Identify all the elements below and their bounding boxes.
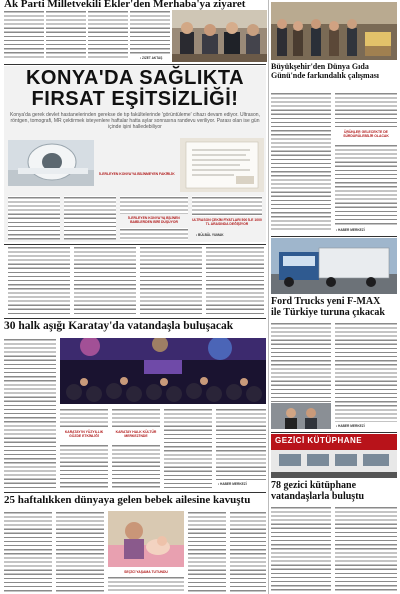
karatay-column-3 <box>112 408 160 428</box>
karatay-quote: KARATAY'IN YÜZYILLIK GÖZDE ETKİNLİĞİ <box>64 430 104 438</box>
baby-column-3 <box>108 576 184 592</box>
baby-caption: SEÇİCİ YAŞAMA TUTUNDU <box>124 570 168 574</box>
karatay-byline: ▪ HABER MERKEZİ <box>218 482 247 486</box>
feature-quote-1: İLERLEYEN KONYA'YA BİLİNEN BABİLERDEN BİRİ DÜŞÜYOR <box>128 216 180 224</box>
feature-lower-column-2 <box>74 246 136 316</box>
ford-column-1 <box>271 322 331 402</box>
feature-title-line1: KONYA'DA SAĞLIKTA <box>25 67 245 89</box>
top-photo-visit <box>172 10 267 62</box>
right-top-headline: Büyükşehir'den Dünya Gıda Günü'nde farkındalık çalışması <box>271 62 380 80</box>
karatay-column-2 <box>60 408 108 428</box>
ford-headline-line2: ile Türkiye turuna çıkacak <box>271 307 385 318</box>
ford-column-2 <box>335 322 397 422</box>
right-top-column-2b <box>335 144 397 226</box>
feature-column-2 <box>64 196 116 240</box>
right-top-byline: ▪ HABER MERKEZİ <box>336 228 365 232</box>
feature-quote-2: ULTRASON ÇEKİM FİYATLARI 500 İLE 1000 TL ARASINDA DEĞİŞİYOR <box>192 218 262 226</box>
right-photo-food-day <box>271 2 397 60</box>
karatay-column-3b <box>112 444 160 488</box>
top-headline: Ak Parti Milletvekili Ekler'den Merhaba'ya ziyaret <box>4 0 246 10</box>
top-column-3 <box>88 10 128 60</box>
baby-headline: 25 haftalıkken dünyaya gelen bebek ailesine kavuştu <box>4 494 251 506</box>
karatay-top-rule <box>4 244 266 245</box>
right-mid-rule <box>271 236 397 237</box>
right-top-quote: ÜRÜNLER GELECEKTE DE SÜRDÜRÜLEBİLİR OLACAK <box>343 130 389 138</box>
feature-column-1 <box>8 196 60 240</box>
ford-headline-line1: Ford Trucks yeni F-MAX <box>271 296 381 307</box>
feature-column-3b <box>120 228 188 240</box>
feature-byline: ▪ BÜLBÜL YUMAK <box>196 233 224 237</box>
top-column-4 <box>130 10 170 54</box>
library-column-1 <box>271 506 331 592</box>
top-column-1 <box>4 10 44 60</box>
library-sign: GEZİCİ KÜTÜPHANE <box>275 436 363 445</box>
feature-lower-column-4 <box>206 246 264 316</box>
ford-photo-truck <box>271 238 397 294</box>
baby-column-1 <box>4 511 52 592</box>
feature-caption: İLERLEYEN KONYA'YA BİLİNMEYEN FAKİRLİK <box>99 172 175 176</box>
right-top-column-1 <box>271 92 331 232</box>
karatay-column-2b <box>60 444 108 488</box>
library-headline-line2: vatandaşlarla buluştu <box>271 491 365 502</box>
karatay-headline: 30 halk aşığı Karatay'da vatandaşla buluşacak <box>4 320 234 332</box>
ford-photo-dealer <box>271 403 331 429</box>
baby-photo <box>108 511 184 567</box>
karatay-column-5 <box>216 408 266 480</box>
karatay-quote-2: KARATAY HALK KÜLTÜR MERKEZİ'NDE <box>115 430 157 438</box>
baby-column-2 <box>56 511 104 592</box>
feature-subtitle: Konya'da gerek devlet hastanelerinden gerekse de tıp fakültelerinde 'görüntüleme' cihazı devam ediyor. Ultrason, röntgen, tomografi, MR çektirmek isteyenlere haftalar hatta aylar sonrasına randevu veriliyor. Parası olan ise gün içinde işini halledebiliyor <box>10 112 260 130</box>
feature-top-rule <box>4 64 266 65</box>
feature-lower-column-3 <box>140 246 202 316</box>
baby-column-5 <box>230 511 266 592</box>
right-column-divider <box>268 0 269 594</box>
feature-lower-column-1 <box>8 246 70 316</box>
feature-column-4 <box>192 196 262 216</box>
feature-photo-document <box>180 138 264 192</box>
feature-photo-mri <box>8 140 94 186</box>
karatay-column-4 <box>164 408 212 488</box>
library-column-2 <box>335 506 397 592</box>
right-top-column-2a <box>335 92 397 128</box>
feature-column-3 <box>120 196 188 214</box>
karatay-column-1 <box>4 338 56 488</box>
feature-title-line2: FIRSAT EŞİTSİZLİĞİ! <box>31 88 239 110</box>
right-low-rule <box>271 432 397 433</box>
baby-column-4 <box>188 511 226 592</box>
karatay-headline-rule <box>4 318 266 319</box>
top-byline: ▪ ZIZET AKTAŞ <box>140 56 163 60</box>
ford-byline: ▪ HABER MERKEZİ <box>336 424 365 428</box>
baby-top-rule <box>4 492 266 493</box>
library-headline-line1: 78 gezici kütüphane <box>271 480 357 491</box>
karatay-photo-concert <box>60 338 266 404</box>
library-photo-bus <box>271 434 397 478</box>
top-column-2 <box>46 10 86 60</box>
